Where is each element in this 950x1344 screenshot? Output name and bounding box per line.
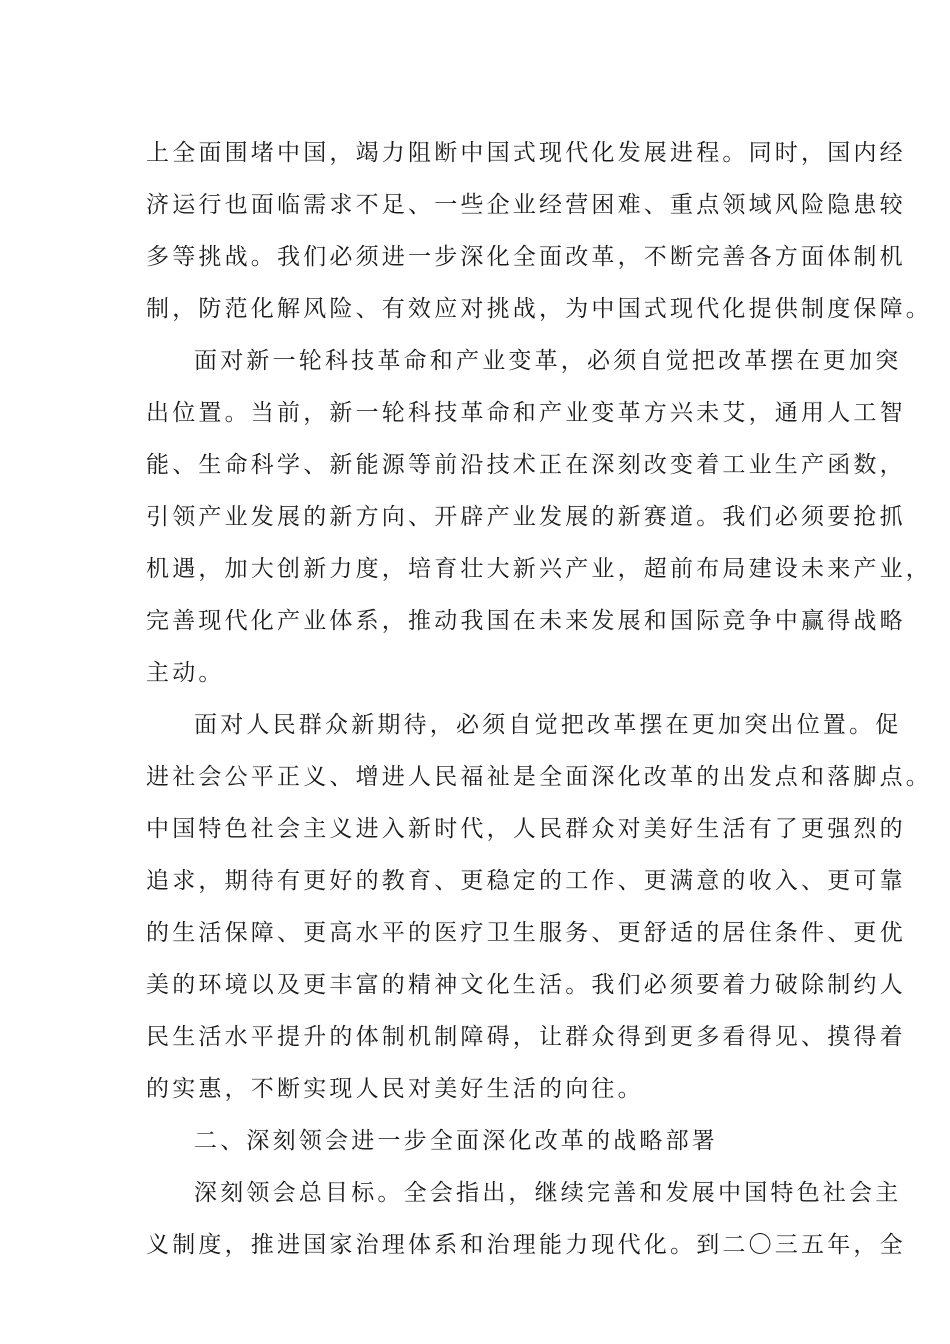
paragraph-2-line-1: 面对新一轮科技革命和产业变革，必须自觉把改革摆在更加突 bbox=[194, 348, 902, 374]
text-line-19: 的实惠，不断实现人民对美好生活的向往。 bbox=[146, 1076, 644, 1102]
section-heading: 二、深刻领会进一步全面深化改革的战略部署 bbox=[194, 1128, 718, 1154]
text-line-18: 民生活水平提升的体制机制障碍，让群众得到更多看得见、摸得着 bbox=[146, 1024, 906, 1050]
paragraph-4-line-1: 深刻领会总目标。全会指出，继续完善和发展中国特色社会主 bbox=[194, 1180, 902, 1206]
text-line-14: 中国特色社会主义进入新时代，人民群众对美好生活有了更强烈的 bbox=[146, 816, 906, 842]
text-line-17: 美的环境以及更丰富的精神文化生活。我们必须要着力破除制约人 bbox=[146, 972, 906, 998]
text-line-9: 机遇，加大创新力度，培育壮大新兴产业，超前布局建设未来产业， bbox=[146, 556, 932, 582]
text-line-7: 能、生命科学、新能源等前沿技术正在深刻改变着工业生产函数， bbox=[146, 452, 906, 478]
text-line-8: 引领产业发展的新方向、开辟产业发展的新赛道。我们必须要抢抓 bbox=[146, 504, 906, 530]
text-line-1: 上全面围堵中国，竭力阻断中国式现代化发展进程。同时，国内经 bbox=[146, 140, 906, 166]
text-line-10: 完善现代化产业体系，推动我国在未来发展和国际竞争中赢得战略 bbox=[146, 608, 906, 634]
paragraph-3-line-1: 面对人民群众新期待，必须自觉把改革摆在更加突出位置。促 bbox=[194, 712, 902, 738]
text-line-4: 制，防范化解风险、有效应对挑战，为中国式现代化提供制度保障。 bbox=[146, 296, 932, 322]
text-line-2: 济运行也面临需求不足、一些企业经营困难、重点领域风险隐患较 bbox=[146, 192, 906, 218]
text-line-15: 追求，期待有更好的教育、更稳定的工作、更满意的收入、更可靠 bbox=[146, 868, 906, 894]
text-line-13: 进社会公平正义、增进人民福祉是全面深化改革的出发点和落脚点。 bbox=[146, 764, 932, 790]
text-line-3: 多等挑战。我们必须进一步深化全面改革，不断完善各方面体制机 bbox=[146, 244, 906, 270]
text-line-6: 出位置。当前，新一轮科技革命和产业变革方兴未艾，通用人工智 bbox=[146, 400, 906, 426]
text-line-16: 的生活保障、更高水平的医疗卫生服务、更舒适的居住条件、更优 bbox=[146, 920, 906, 946]
text-line-22: 义制度，推进国家治理体系和治理能力现代化。到二〇三五年，全 bbox=[146, 1232, 906, 1258]
text-line-11: 主动。 bbox=[146, 660, 225, 686]
